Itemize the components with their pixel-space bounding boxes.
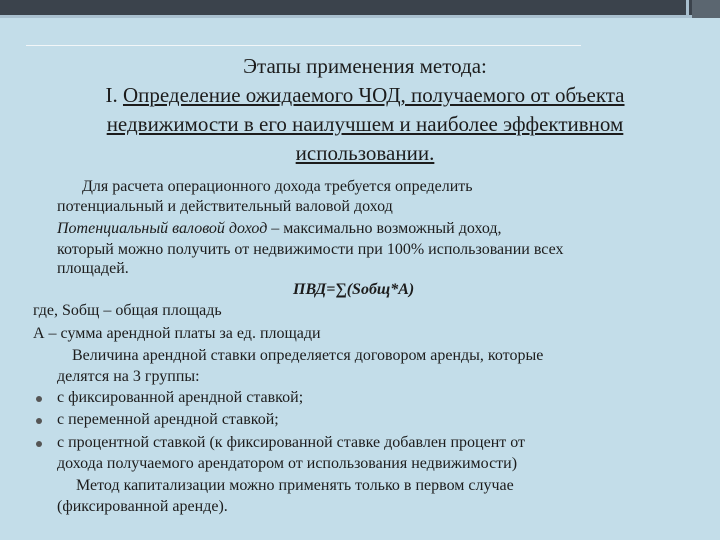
title-underlined-3: использовании. <box>295 141 435 165</box>
pvd-term: Потенциальный валовой доход <box>57 220 268 237</box>
title-line-1 <box>40 81 690 110</box>
title-heading: Этапы применения метода: <box>243 54 487 78</box>
bullet-dot <box>36 396 42 402</box>
where-line-2: А – сумма арендной платы за ед. площади <box>33 325 321 342</box>
bullet-dot <box>36 418 42 424</box>
title-divider <box>26 45 581 46</box>
rate-line-2: делятся на 3 группы: <box>57 368 200 385</box>
bullet-dot <box>36 441 42 447</box>
bullet-item-2: с переменной арендной ставкой; <box>57 411 279 428</box>
slide-title <box>40 52 690 168</box>
bullet-item-1: с фиксированной арендной ставкой; <box>57 389 304 406</box>
pvd-definition-line-2: который можно получить от недвижимости при 100% использовании всех <box>57 241 564 258</box>
title-underlined-2: недвижимости в его наилучшем и наиболее эффективном <box>106 112 624 136</box>
where-line-1: где, Sобщ – общая площадь <box>33 302 222 319</box>
title-numeral: I. <box>105 83 123 107</box>
intro-line-2: потенциальный и действительный валовой доход <box>57 198 393 215</box>
cap-line-2: (фиксированной аренде). <box>57 498 228 515</box>
pvd-definition-line-1 <box>57 219 502 239</box>
bullet-item-3: с процентной ставкой (к фиксированной ставке добавлен процент от <box>57 434 526 451</box>
cap-line-1: Метод капитализации можно применять только в первом случае <box>76 477 514 494</box>
top-decor-corner <box>692 0 720 18</box>
formula: ПВД=∑(Sобщ*А) <box>293 281 415 298</box>
top-decor-bar <box>0 0 720 15</box>
bullet-item-3-cont: дохода получаемого арендатором от использования недвижимости) <box>57 455 518 472</box>
top-decor-stripe <box>0 15 720 18</box>
pvd-definition-line-3: площадей. <box>57 260 129 277</box>
intro-line-1: Для расчета операционного дохода требуется определить <box>82 178 473 195</box>
title-underlined-1: Определение ожидаемого ЧОД, получаемого от объекта <box>122 83 625 107</box>
top-decor-tick <box>686 0 689 18</box>
pvd-def-text: – максимально возможный доход, <box>267 220 502 237</box>
rate-line-1: Величина арендной ставки определяется договором аренды, которые <box>72 347 544 364</box>
